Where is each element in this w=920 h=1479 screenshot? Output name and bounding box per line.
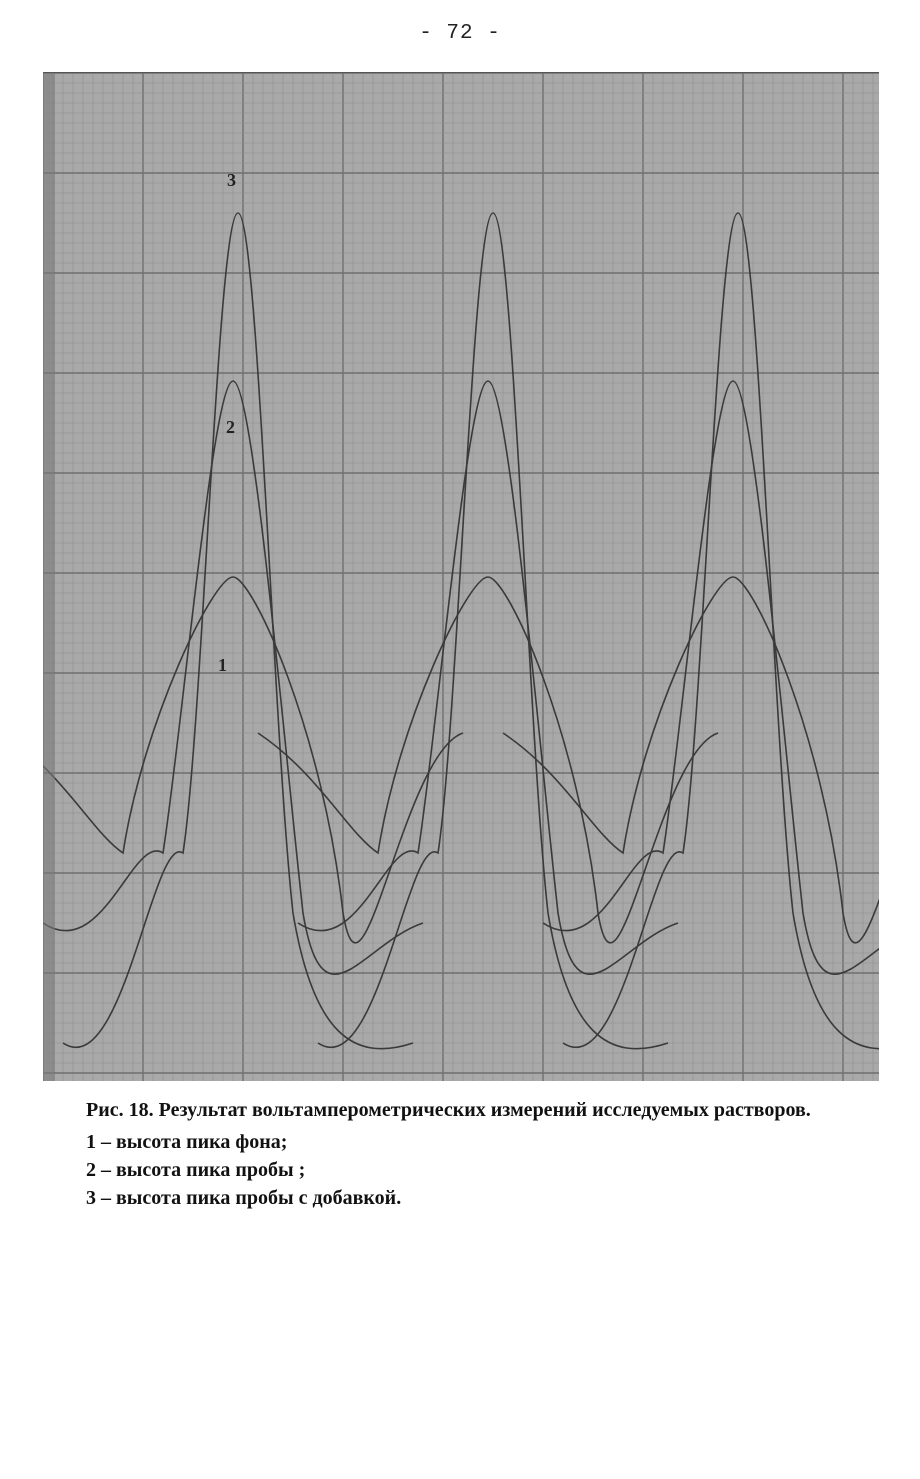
trace-series-3-peak-1	[63, 213, 413, 1049]
voltammogram-traces	[43, 73, 879, 1081]
voltammogram-figure	[43, 72, 879, 1081]
trace-series-3-peak-3	[563, 213, 879, 1049]
curve-label-1: 1	[218, 655, 227, 675]
caption-item-2: 2 – высота пика пробы ;	[86, 1159, 306, 1181]
voltammogram-chart	[43, 73, 879, 1081]
caption-item-1: 1 – высота пика фона;	[86, 1131, 288, 1153]
graph-paper-grid	[43, 73, 879, 1081]
curve-label-2: 2	[226, 417, 235, 437]
curve-label-3: 3	[227, 170, 236, 190]
caption-title: Рис. 18. Результат вольтамперометрических измерений исследуемых растворов.	[86, 1099, 811, 1121]
figure-caption	[86, 1096, 856, 1212]
trace-series-1-peak-2	[258, 577, 718, 943]
caption-item-3: 3 – высота пика пробы с добавкой.	[86, 1187, 402, 1209]
page-number: - 72 -	[419, 22, 501, 45]
scan-edge-shadow	[43, 73, 55, 1081]
